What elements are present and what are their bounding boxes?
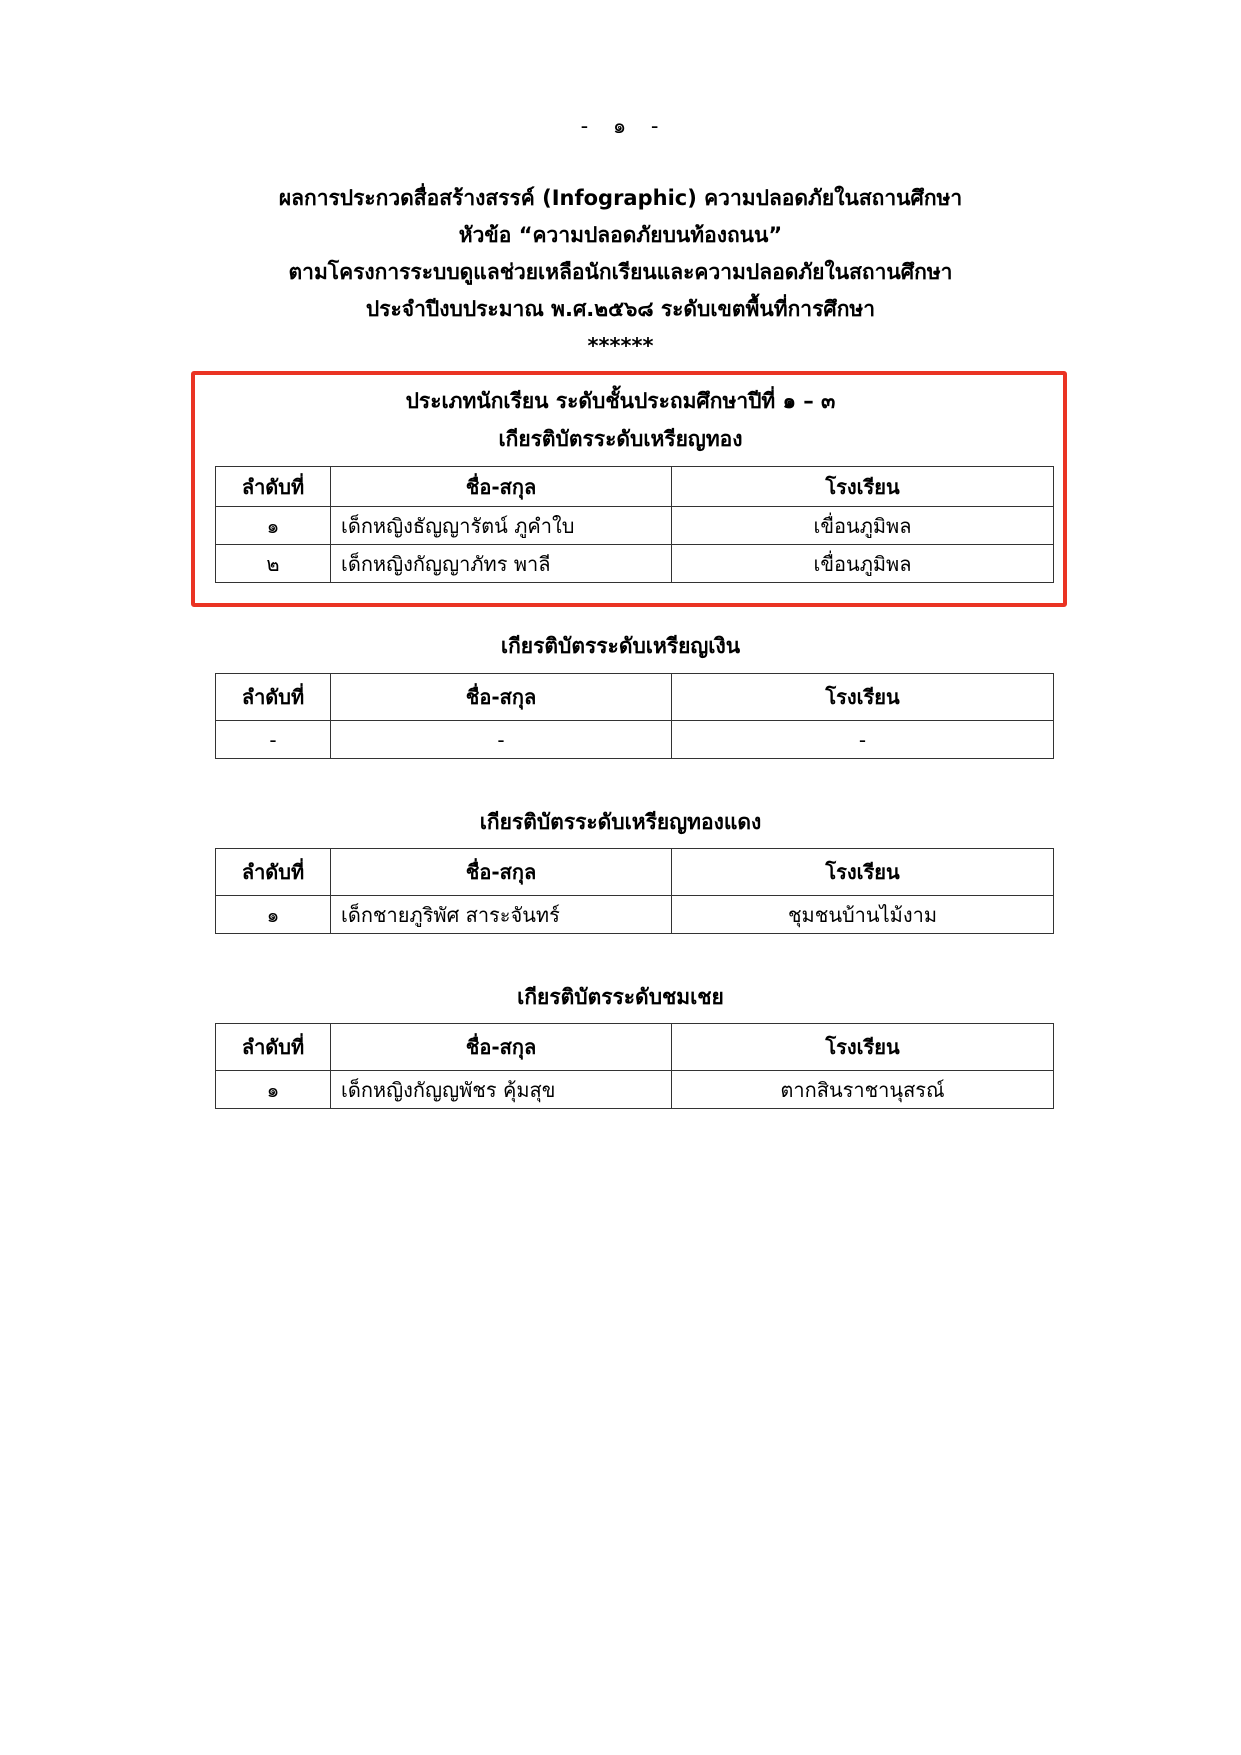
table-row (216, 507, 1054, 545)
row-school: - (672, 721, 1054, 759)
gold-table (215, 466, 1054, 583)
column-header-no: ลำดับที่ (216, 1024, 331, 1071)
row-name: เด็กชายภูริพัศ สาระจันทร์ (331, 896, 672, 934)
row-name: เด็กหญิงธัญญารัตน์ ภูคำใบ (331, 507, 672, 545)
row-school: เขื่อนภูมิพล (672, 507, 1054, 545)
row-school: ตากสินราชานุสรณ์ (672, 1071, 1054, 1109)
document-heading (0, 180, 1241, 365)
column-header-name: ชื่อ-สกุล (331, 674, 672, 721)
row-no: ๑ (216, 507, 331, 545)
bronze-table (215, 848, 1054, 934)
table-row (216, 721, 1054, 759)
honorable-section-title: เกียรติบัตรระดับชมเชย (517, 985, 724, 1009)
row-name: เด็กหญิงกัญญาภัทร พาลี (331, 545, 672, 583)
heading-line-1: ผลการประกวดสื่อสร้างสรรค์ (Infographic) ความปลอดภัยในสถานศึกษา (278, 186, 963, 210)
silver-table (215, 673, 1054, 759)
row-no: ๒ (216, 545, 331, 583)
page-number: - ๑ - (580, 114, 661, 138)
table-row (216, 545, 1054, 583)
gold-section-title: เกียรติบัตรระดับเหรียญทอง (498, 427, 743, 451)
heading-line-3: ตามโครงการระบบดูแลช่วยเหลือนักเรียนและความปลอดภัยในสถานศึกษา (288, 260, 953, 284)
row-no: - (216, 721, 331, 759)
row-name: - (331, 721, 672, 759)
table-header-row (216, 1024, 1054, 1071)
table-header-row (216, 467, 1054, 507)
column-header-no: ลำดับที่ (216, 849, 331, 896)
row-school: เขื่อนภูมิพล (672, 545, 1054, 583)
row-no: ๑ (216, 1071, 331, 1109)
row-school: ชุมชนบ้านไม้งาม (672, 896, 1054, 934)
column-header-no: ลำดับที่ (216, 674, 331, 721)
heading-stars: ****** (587, 334, 654, 358)
column-header-school: โรงเรียน (672, 849, 1054, 896)
silver-section-title: เกียรติบัตรระดับเหรียญเงิน (500, 634, 741, 658)
column-header-name: ชื่อ-สกุล (331, 1024, 672, 1071)
column-header-name: ชื่อ-สกุล (331, 467, 672, 507)
heading-line-2: หัวข้อ “ความปลอดภัยบนท้องถนน” (458, 223, 783, 247)
column-header-name: ชื่อ-สกุล (331, 849, 672, 896)
column-header-no: ลำดับที่ (216, 467, 331, 507)
row-name: เด็กหญิงกัญญพัชร คุ้มสุข (331, 1071, 672, 1109)
bronze-section-title: เกียรติบัตรระดับเหรียญทองแดง (479, 810, 762, 834)
column-header-school: โรงเรียน (672, 674, 1054, 721)
column-header-school: โรงเรียน (672, 1024, 1054, 1071)
honorable-table (215, 1023, 1054, 1109)
row-no: ๑ (216, 896, 331, 934)
category-title: ประเภทนักเรียน ระดับชั้นประถมศึกษาปีที่ ๑ – ๓ (405, 389, 836, 413)
column-header-school: โรงเรียน (672, 467, 1054, 507)
table-header-row (216, 674, 1054, 721)
heading-line-4: ประจำปีงบประมาณ พ.ศ.๒๕๖๘ ระดับเขตพื้นที่การศึกษา (365, 297, 876, 321)
table-row (216, 896, 1054, 934)
table-row (216, 1071, 1054, 1109)
table-header-row (216, 849, 1054, 896)
